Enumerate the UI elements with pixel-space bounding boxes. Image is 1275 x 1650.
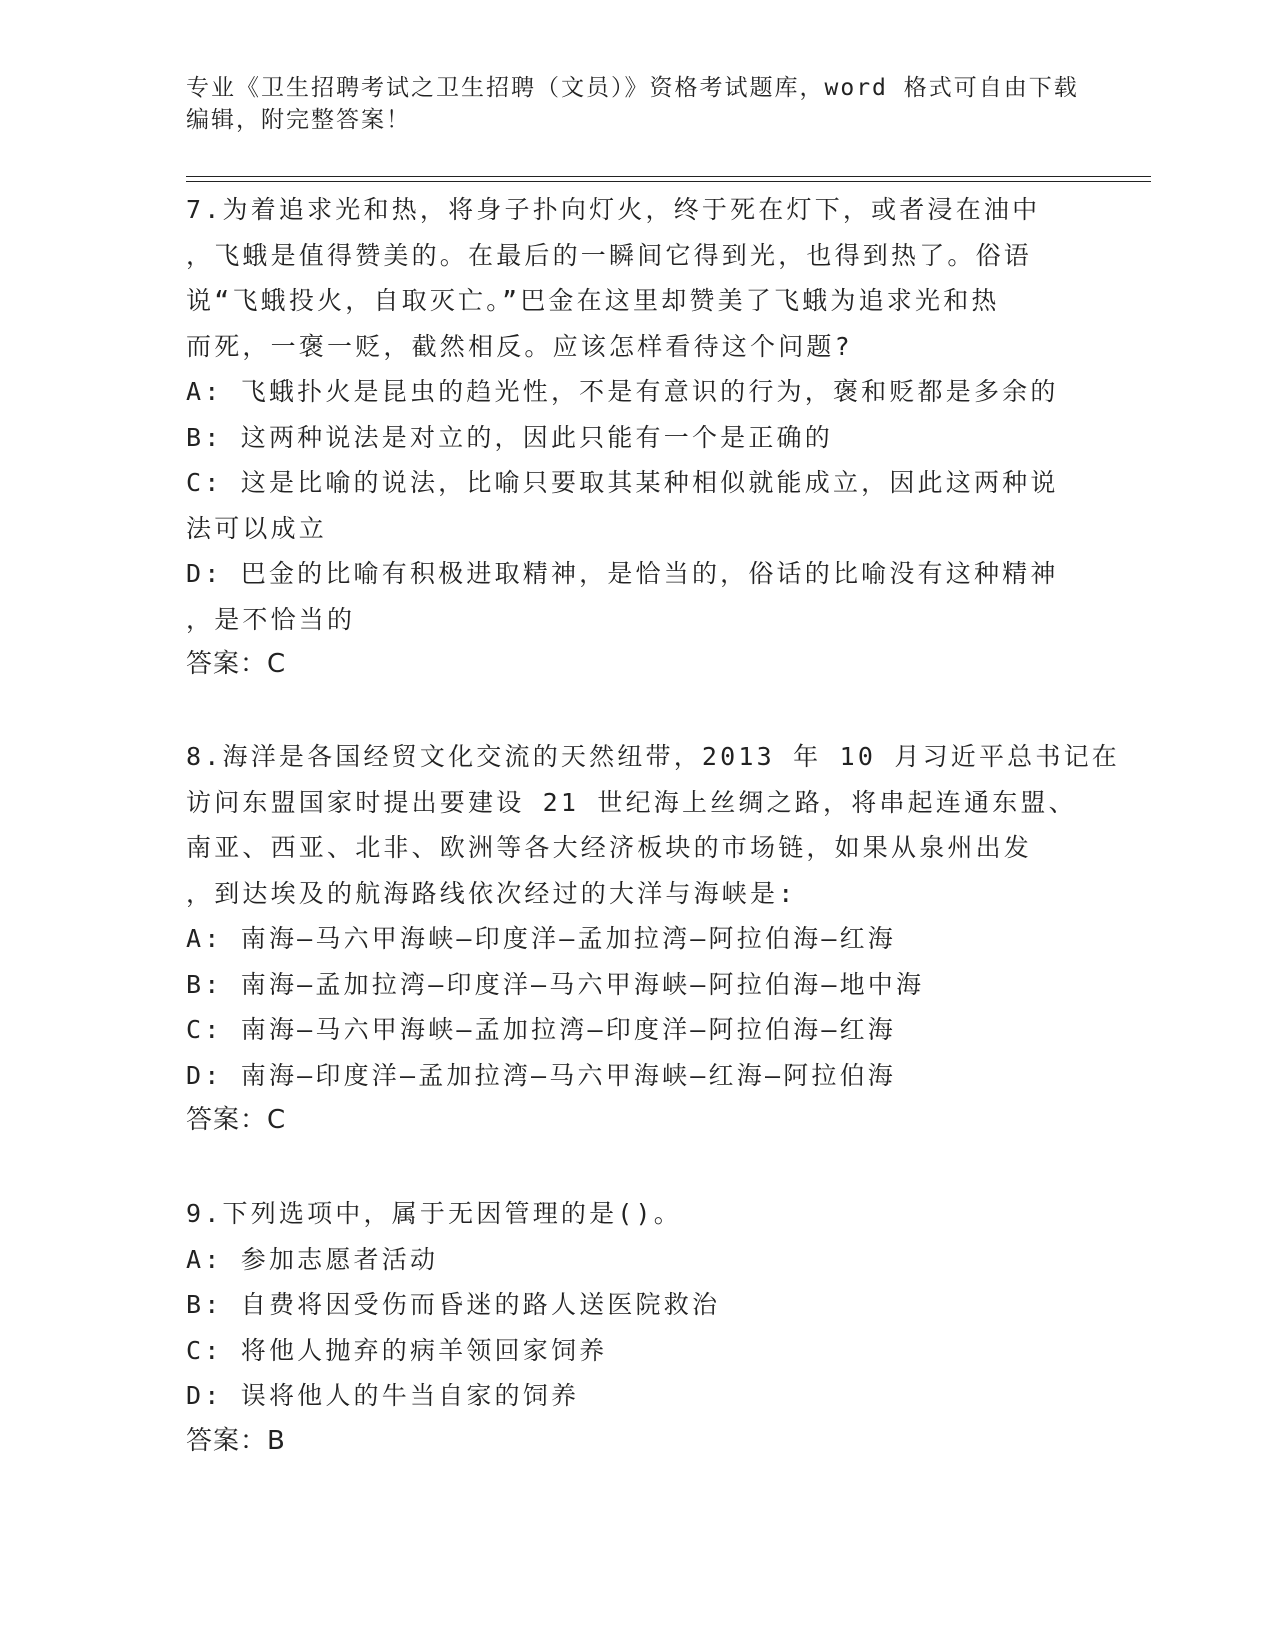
header-line-2: 编辑，附完整答案！ [186,107,411,133]
header-line-1: 专业《卫生招聘考试之卫生招聘（文员）》资格考试题库，word 格式可自由下载 [186,75,1079,101]
question-text-line: 说“飞蛾投火，自取灭亡。”巴金在这里却赞美了飞蛾为追求光和热 [186,286,1000,315]
option-b: B: 这两种说法是对立的，因此只能有一个是正确的 [186,422,833,452]
option-c: C: 将他人抛弃的病羊领回家饲养 [186,1335,608,1365]
question-text-line: 南亚、西亚、北非、欧洲等各大经济板块的市场链，如果从泉州出发 [186,833,1033,862]
option-b: B: 自费将因受伤而昏迷的路人送医院救治 [186,1290,721,1319]
option-c: C: 南海—马六甲海峡—孟加拉湾—印度洋—阿拉伯海—红海 [186,1015,897,1044]
option-d: D: 巴金的比喻有积极进取精神，是恰当的，俗话的比喻没有这种精神 [186,559,1059,588]
question-text-line: ，到达埃及的航海路线依次经过的大洋与海峡是: [186,878,797,908]
question-8 [186,734,1120,1144]
option-a: A: 南海—马六甲海峡—印度洋—孟加拉湾—阿拉伯海—红海 [186,924,897,953]
option-d-continued: ，是不恰当的 [186,604,356,634]
option-d: D: 误将他人的牛当自家的饲养 [186,1381,580,1410]
option-d: D: 南海—印度洋—孟加拉湾—马六甲海峡—红海—阿拉伯海 [186,1060,897,1090]
question-text-line: 访问东盟国家时提出要建设 21 世纪海上丝绸之路，将串起连通东盟、 [186,787,1077,817]
question-9 [186,1191,1086,1464]
header-divider-top [186,176,1151,177]
answer: 答案：C [186,1105,287,1135]
header-divider-bottom [186,181,1151,182]
question-text-line: 而死，一褒一贬，截然相反。应该怎样看待这个问题? [186,331,853,361]
option-c: C: 这是比喻的说法，比喻只要取其某种相似就能成立，因此这两种说 [186,468,1059,497]
question-text-line: 9.下列选项中，属于无因管理的是()。 [186,1199,683,1228]
document-header [186,72,1086,136]
option-a: A: 飞蛾扑火是昆虫的趋光性，不是有意识的行为，褒和贬都是多余的 [186,377,1059,406]
option-a: A: 参加志愿者活动 [186,1244,439,1274]
question-7 [186,187,1086,688]
answer: 答案：C [186,649,287,679]
question-text-line: 8.海洋是各国经贸文化交流的天然纽带，2013 年 10 月习近平总书记在 [186,742,1120,771]
answer: 答案：B [186,1425,286,1456]
option-b: B: 南海—孟加拉湾—印度洋—马六甲海峡—阿拉伯海—地中海 [186,969,925,999]
option-c-continued: 法可以成立 [186,513,328,543]
question-text-line: 7.为着追求光和热，将身子扑向灯火，终于死在灯下，或者浸在油中 [186,195,1041,224]
question-text-line: ，飞蛾是值得赞美的。在最后的一瞬间它得到光，也得到热了。俗语 [186,240,1033,270]
